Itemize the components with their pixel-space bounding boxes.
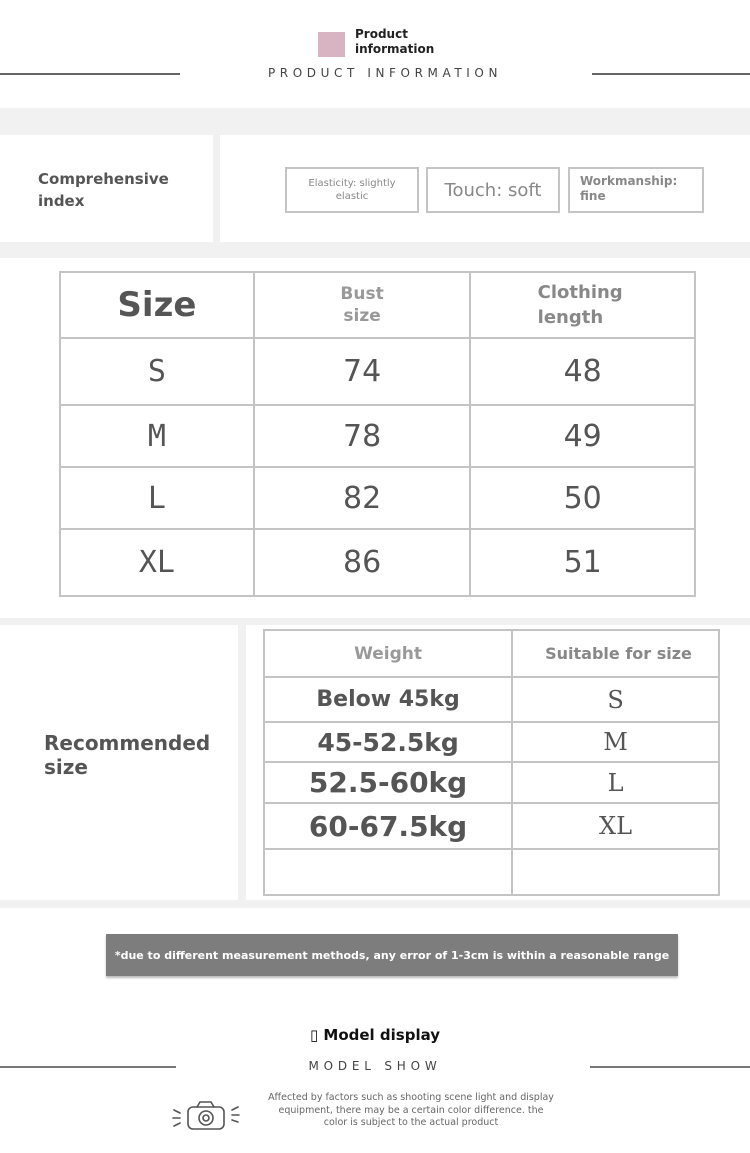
size-cell: L [512,762,719,803]
bust-cell: 86 [254,529,470,596]
size-cell: S [60,338,254,405]
recommended-table-header [264,630,719,677]
weight-cell: 52.5-60kg [264,762,512,803]
length-cell: 50 [470,467,695,529]
table-row-empty [264,849,719,895]
table-row [264,677,719,722]
model-disclaimer: Affected by factors such as shooting scene light and display equipment, there may be a certain color difference. the color is subject to the actual product [268,1092,554,1128]
weight-cell: 45-52.5kg [264,722,512,762]
model-rule-left [0,1066,176,1068]
recommended-label: Recommended size [44,731,211,779]
bust-header: Bust size [340,284,384,326]
header-swatch [318,32,345,57]
camera-icon [170,1099,242,1133]
weight-cell: 60-67.5kg [264,803,512,849]
size-cell: XL [60,529,254,596]
table-row [264,803,719,849]
bust-cell: 74 [254,338,470,405]
header-title: Product information [355,27,435,56]
measurement-note-text: *due to different measurement methods, any error of 1-3cm is within a reasonable range [114,948,670,962]
length-cell: 49 [470,405,695,467]
chip-workmanship [568,167,704,213]
comprehensive-label: Comprehensive index [38,170,169,210]
size-cell: M [512,722,719,762]
model-subtitle: MODEL SHOW [308,1059,442,1073]
length-cell: 48 [470,338,695,405]
table-row [60,529,695,596]
bust-cell: 82 [254,467,470,529]
empty-cell [512,849,719,895]
length-cell: 51 [470,529,695,596]
table-row [60,338,695,405]
chip-touch-label: Touch: soft [444,179,542,201]
suitable-header: Suitable for size [512,630,719,677]
header-subtitle: PRODUCT INFORMATION [267,66,503,80]
model-rule-right [590,1066,750,1068]
size-cell: S [512,677,719,722]
length-header-cell [470,272,695,338]
measurement-note [106,934,678,976]
header-rule-right [592,73,750,75]
size-table [59,271,696,597]
size-header: Size [60,272,254,338]
table-row [60,467,695,529]
size-cell: XL [512,803,719,849]
weight-cell: Below 45kg [264,677,512,722]
chip-workmanship-label: Workmanship: fine [580,174,678,203]
table-row [60,405,695,467]
size-table-header [60,272,695,338]
chip-elasticity [285,167,419,213]
chip-touch [426,167,560,213]
recommended-table [263,629,720,896]
bust-cell: 78 [254,405,470,467]
bust-header-cell [254,272,470,338]
table-row [264,722,719,762]
chip-elasticity-label: Elasticity: slightly elastic [308,178,396,202]
length-header: Clothing length [537,282,623,328]
size-cell: L [60,467,254,529]
model-title: ▯ Model display [309,1026,441,1044]
header-rule-left [0,73,180,75]
empty-cell [264,849,512,895]
size-cell: M [60,405,254,467]
table-row [264,762,719,803]
weight-header: Weight [264,630,512,677]
